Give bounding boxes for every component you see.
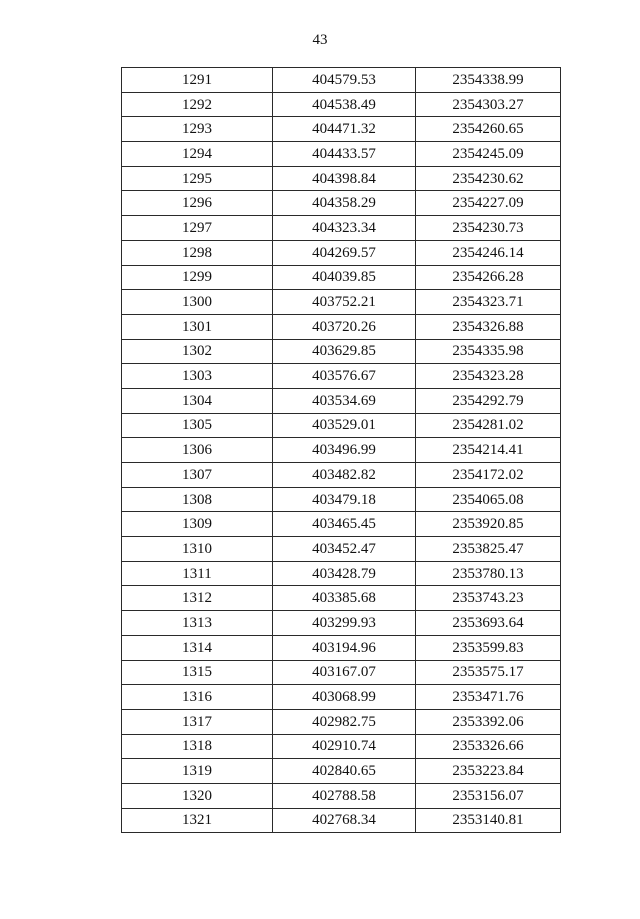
point-number-cell: 1302 xyxy=(122,339,273,364)
point-number-cell: 1319 xyxy=(122,759,273,784)
x-coordinate-cell: 403529.01 xyxy=(273,413,416,438)
x-coordinate-cell: 402788.58 xyxy=(273,783,416,808)
x-coordinate-cell: 403482.82 xyxy=(273,463,416,488)
x-coordinate-cell: 403534.69 xyxy=(273,388,416,413)
point-number-cell: 1310 xyxy=(122,537,273,562)
coordinate-table xyxy=(121,67,561,833)
table-row xyxy=(122,512,561,537)
x-coordinate-cell: 402982.75 xyxy=(273,709,416,734)
y-coordinate-cell: 2354230.62 xyxy=(416,166,561,191)
y-coordinate-cell: 2353920.85 xyxy=(416,512,561,537)
y-coordinate-cell: 2354266.28 xyxy=(416,265,561,290)
x-coordinate-cell: 403576.67 xyxy=(273,364,416,389)
point-number-cell: 1293 xyxy=(122,117,273,142)
point-number-cell: 1311 xyxy=(122,561,273,586)
point-number-cell: 1308 xyxy=(122,487,273,512)
y-coordinate-cell: 2354323.28 xyxy=(416,364,561,389)
table-row xyxy=(122,660,561,685)
y-coordinate-cell: 2354246.14 xyxy=(416,240,561,265)
point-number-cell: 1298 xyxy=(122,240,273,265)
table-row xyxy=(122,537,561,562)
x-coordinate-cell: 404358.29 xyxy=(273,191,416,216)
point-number-cell: 1294 xyxy=(122,142,273,167)
y-coordinate-cell: 2353326.66 xyxy=(416,734,561,759)
table-row xyxy=(122,388,561,413)
x-coordinate-cell: 404398.84 xyxy=(273,166,416,191)
x-coordinate-cell: 404039.85 xyxy=(273,265,416,290)
x-coordinate-cell: 403752.21 xyxy=(273,290,416,315)
table-row xyxy=(122,685,561,710)
point-number-cell: 1306 xyxy=(122,438,273,463)
point-number-cell: 1295 xyxy=(122,166,273,191)
y-coordinate-cell: 2353392.06 xyxy=(416,709,561,734)
point-number-cell: 1304 xyxy=(122,388,273,413)
point-number-cell: 1291 xyxy=(122,68,273,93)
y-coordinate-cell: 2353140.81 xyxy=(416,808,561,833)
table-row xyxy=(122,166,561,191)
table-row xyxy=(122,463,561,488)
x-coordinate-cell: 402840.65 xyxy=(273,759,416,784)
point-number-cell: 1299 xyxy=(122,265,273,290)
table-row xyxy=(122,191,561,216)
table-row xyxy=(122,611,561,636)
y-coordinate-cell: 2353223.84 xyxy=(416,759,561,784)
table-row xyxy=(122,734,561,759)
x-coordinate-cell: 404269.57 xyxy=(273,240,416,265)
y-coordinate-cell: 2354214.41 xyxy=(416,438,561,463)
y-coordinate-cell: 2353743.23 xyxy=(416,586,561,611)
y-coordinate-cell: 2354323.71 xyxy=(416,290,561,315)
y-coordinate-cell: 2354260.65 xyxy=(416,117,561,142)
point-number-cell: 1320 xyxy=(122,783,273,808)
x-coordinate-cell: 404538.49 xyxy=(273,92,416,117)
table-row xyxy=(122,142,561,167)
point-number-cell: 1315 xyxy=(122,660,273,685)
y-coordinate-cell: 2353156.07 xyxy=(416,783,561,808)
x-coordinate-cell: 404323.34 xyxy=(273,216,416,241)
point-number-cell: 1307 xyxy=(122,463,273,488)
y-coordinate-cell: 2353825.47 xyxy=(416,537,561,562)
table-row xyxy=(122,487,561,512)
y-coordinate-cell: 2353693.64 xyxy=(416,611,561,636)
point-number-cell: 1300 xyxy=(122,290,273,315)
y-coordinate-cell: 2354338.99 xyxy=(416,68,561,93)
y-coordinate-cell: 2354245.09 xyxy=(416,142,561,167)
y-coordinate-cell: 2353599.83 xyxy=(416,635,561,660)
y-coordinate-cell: 2354230.73 xyxy=(416,216,561,241)
x-coordinate-cell: 402910.74 xyxy=(273,734,416,759)
point-number-cell: 1316 xyxy=(122,685,273,710)
coordinate-table-body xyxy=(122,68,561,833)
y-coordinate-cell: 2353575.17 xyxy=(416,660,561,685)
point-number-cell: 1321 xyxy=(122,808,273,833)
table-row xyxy=(122,561,561,586)
y-coordinate-cell: 2354227.09 xyxy=(416,191,561,216)
x-coordinate-cell: 403465.45 xyxy=(273,512,416,537)
table-row xyxy=(122,240,561,265)
point-number-cell: 1296 xyxy=(122,191,273,216)
table-row xyxy=(122,364,561,389)
x-coordinate-cell: 403629.85 xyxy=(273,339,416,364)
x-coordinate-cell: 403720.26 xyxy=(273,314,416,339)
point-number-cell: 1312 xyxy=(122,586,273,611)
x-coordinate-cell: 403496.99 xyxy=(273,438,416,463)
table-row xyxy=(122,265,561,290)
x-coordinate-cell: 403068.99 xyxy=(273,685,416,710)
point-number-cell: 1303 xyxy=(122,364,273,389)
x-coordinate-cell: 403479.18 xyxy=(273,487,416,512)
table-row xyxy=(122,413,561,438)
point-number-cell: 1309 xyxy=(122,512,273,537)
point-number-cell: 1313 xyxy=(122,611,273,636)
y-coordinate-cell: 2353780.13 xyxy=(416,561,561,586)
x-coordinate-cell: 402768.34 xyxy=(273,808,416,833)
y-coordinate-cell: 2354326.88 xyxy=(416,314,561,339)
point-number-cell: 1297 xyxy=(122,216,273,241)
x-coordinate-cell: 403167.07 xyxy=(273,660,416,685)
x-coordinate-cell: 403428.79 xyxy=(273,561,416,586)
y-coordinate-cell: 2354303.27 xyxy=(416,92,561,117)
table-row xyxy=(122,216,561,241)
point-number-cell: 1318 xyxy=(122,734,273,759)
table-row xyxy=(122,783,561,808)
table-row xyxy=(122,759,561,784)
x-coordinate-cell: 404579.53 xyxy=(273,68,416,93)
table-row xyxy=(122,635,561,660)
point-number-cell: 1292 xyxy=(122,92,273,117)
y-coordinate-cell: 2354335.98 xyxy=(416,339,561,364)
table-row xyxy=(122,438,561,463)
x-coordinate-cell: 403452.47 xyxy=(273,537,416,562)
x-coordinate-cell: 403194.96 xyxy=(273,635,416,660)
point-number-cell: 1305 xyxy=(122,413,273,438)
y-coordinate-cell: 2354172.02 xyxy=(416,463,561,488)
x-coordinate-cell: 404433.57 xyxy=(273,142,416,167)
table-row xyxy=(122,314,561,339)
y-coordinate-cell: 2353471.76 xyxy=(416,685,561,710)
table-row xyxy=(122,808,561,833)
x-coordinate-cell: 404471.32 xyxy=(273,117,416,142)
x-coordinate-cell: 403385.68 xyxy=(273,586,416,611)
point-number-cell: 1314 xyxy=(122,635,273,660)
table-row xyxy=(122,117,561,142)
table-row xyxy=(122,709,561,734)
table-row xyxy=(122,339,561,364)
point-number-cell: 1317 xyxy=(122,709,273,734)
y-coordinate-cell: 2354281.02 xyxy=(416,413,561,438)
table-row xyxy=(122,290,561,315)
point-number-cell: 1301 xyxy=(122,314,273,339)
table-row xyxy=(122,68,561,93)
y-coordinate-cell: 2354292.79 xyxy=(416,388,561,413)
y-coordinate-cell: 2354065.08 xyxy=(416,487,561,512)
x-coordinate-cell: 403299.93 xyxy=(273,611,416,636)
page-number: 43 xyxy=(312,32,328,48)
table-row xyxy=(122,586,561,611)
table-row xyxy=(122,92,561,117)
